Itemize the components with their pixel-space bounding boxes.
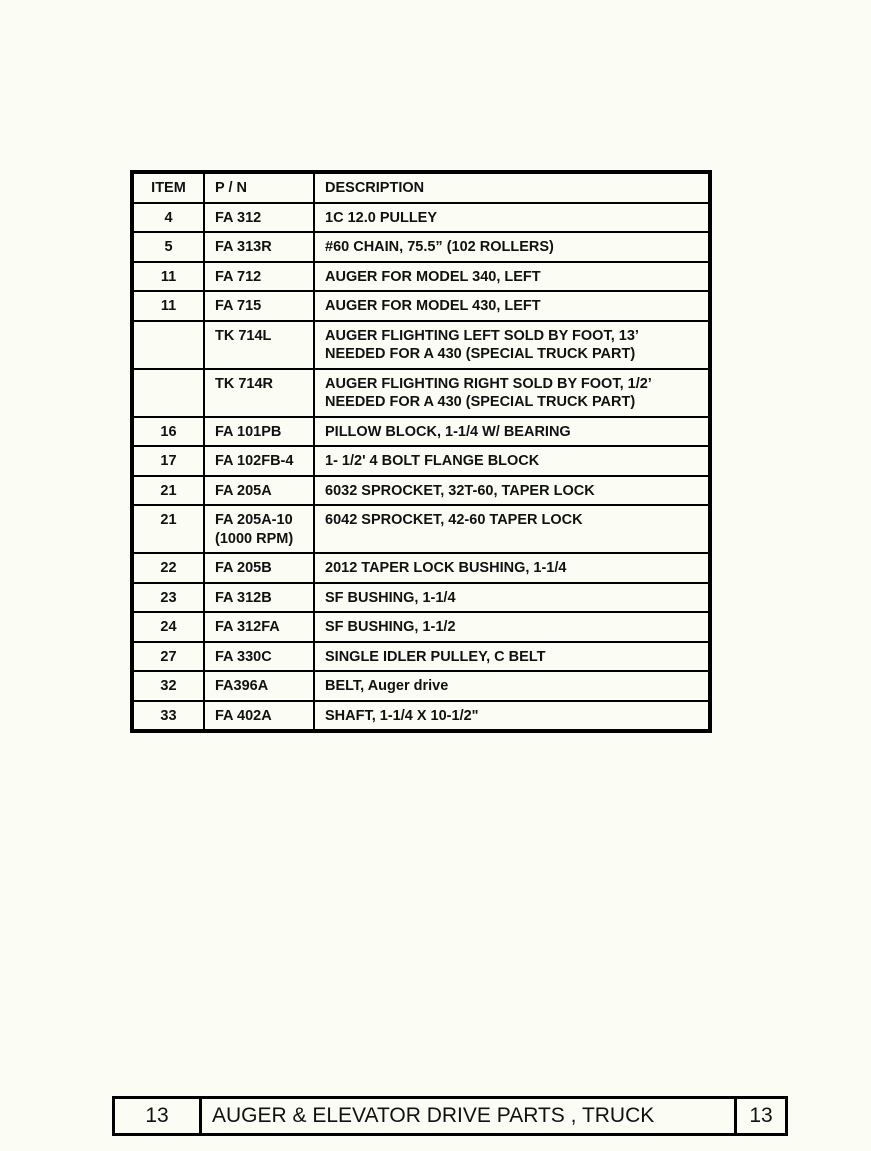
cell-description: AUGER FOR MODEL 430, LEFT (314, 291, 710, 321)
cell-item: 27 (132, 642, 204, 672)
cell-item: 33 (132, 701, 204, 732)
footer-page-number-left: 13 (115, 1099, 202, 1133)
cell-item: 21 (132, 505, 204, 553)
table-row (132, 446, 710, 476)
cell-part-number: TK 714L (204, 321, 314, 369)
cell-item: 16 (132, 417, 204, 447)
footer-page-number-right: 13 (734, 1099, 785, 1133)
cell-item: 32 (132, 671, 204, 701)
cell-part-number: FA 101PB (204, 417, 314, 447)
table-header-row (132, 172, 710, 203)
cell-item: 11 (132, 291, 204, 321)
cell-description: SHAFT, 1-1/4 X 10-1/2" (314, 701, 710, 732)
cell-part-number: FA 402A (204, 701, 314, 732)
table-row (132, 203, 710, 233)
cell-part-number: FA 312B (204, 583, 314, 613)
cell-part-number: FA 312 (204, 203, 314, 233)
header-part-number: P / N (204, 172, 314, 203)
table-row (132, 553, 710, 583)
cell-description: #60 CHAIN, 75.5” (102 ROLLERS) (314, 232, 710, 262)
cell-item (132, 369, 204, 417)
cell-part-number: FA 205A-10 (1000 RPM) (204, 505, 314, 553)
cell-part-number: TK 714R (204, 369, 314, 417)
cell-part-number: FA 715 (204, 291, 314, 321)
header-description: DESCRIPTION (314, 172, 710, 203)
cell-item: 4 (132, 203, 204, 233)
table-row (132, 612, 710, 642)
cell-item (132, 321, 204, 369)
cell-description: BELT, Auger drive (314, 671, 710, 701)
table-row (132, 701, 710, 732)
cell-item: 17 (132, 446, 204, 476)
cell-description: 1C 12.0 PULLEY (314, 203, 710, 233)
cell-description: 6032 SPROCKET, 32T-60, TAPER LOCK (314, 476, 710, 506)
cell-description: PILLOW BLOCK, 1-1/4 W/ BEARING (314, 417, 710, 447)
cell-description: SINGLE IDLER PULLEY, C BELT (314, 642, 710, 672)
cell-description: SF BUSHING, 1-1/2 (314, 612, 710, 642)
cell-item: 11 (132, 262, 204, 292)
table-row (132, 369, 710, 417)
table-body (132, 203, 710, 732)
cell-description: AUGER FLIGHTING RIGHT SOLD BY FOOT, 1/2’ NEEDED FOR A 430 (SPECIAL TRUCK PART) (314, 369, 710, 417)
cell-item: 21 (132, 476, 204, 506)
cell-item: 22 (132, 553, 204, 583)
cell-description: 6042 SPROCKET, 42-60 TAPER LOCK (314, 505, 710, 553)
table-row (132, 232, 710, 262)
cell-item: 23 (132, 583, 204, 613)
cell-part-number: FA 313R (204, 232, 314, 262)
table-row (132, 321, 710, 369)
footer-section-title: AUGER & ELEVATOR DRIVE PARTS , TRUCK (212, 1104, 655, 1127)
cell-description: AUGER FOR MODEL 340, LEFT (314, 262, 710, 292)
cell-part-number: FA396A (204, 671, 314, 701)
cell-description: 1- 1/2' 4 BOLT FLANGE BLOCK (314, 446, 710, 476)
cell-part-number: FA 312FA (204, 612, 314, 642)
header-item: ITEM (132, 172, 204, 203)
page-footer (112, 1096, 788, 1136)
cell-item: 24 (132, 612, 204, 642)
table-row (132, 476, 710, 506)
cell-item: 5 (132, 232, 204, 262)
table-row (132, 671, 710, 701)
cell-part-number: FA 102FB-4 (204, 446, 314, 476)
cell-description: 2012 TAPER LOCK BUSHING, 1-1/4 (314, 553, 710, 583)
cell-part-number: FA 205A (204, 476, 314, 506)
parts-table (130, 170, 712, 733)
table-row (132, 417, 710, 447)
table-row (132, 583, 710, 613)
table-row (132, 642, 710, 672)
cell-part-number: FA 712 (204, 262, 314, 292)
table-row (132, 505, 710, 553)
cell-part-number: FA 330C (204, 642, 314, 672)
table-row (132, 262, 710, 292)
cell-description: AUGER FLIGHTING LEFT SOLD BY FOOT, 13’ NEEDED FOR A 430 (SPECIAL TRUCK PART) (314, 321, 710, 369)
cell-part-number: FA 205B (204, 553, 314, 583)
table-row (132, 291, 710, 321)
cell-description: SF BUSHING, 1-1/4 (314, 583, 710, 613)
